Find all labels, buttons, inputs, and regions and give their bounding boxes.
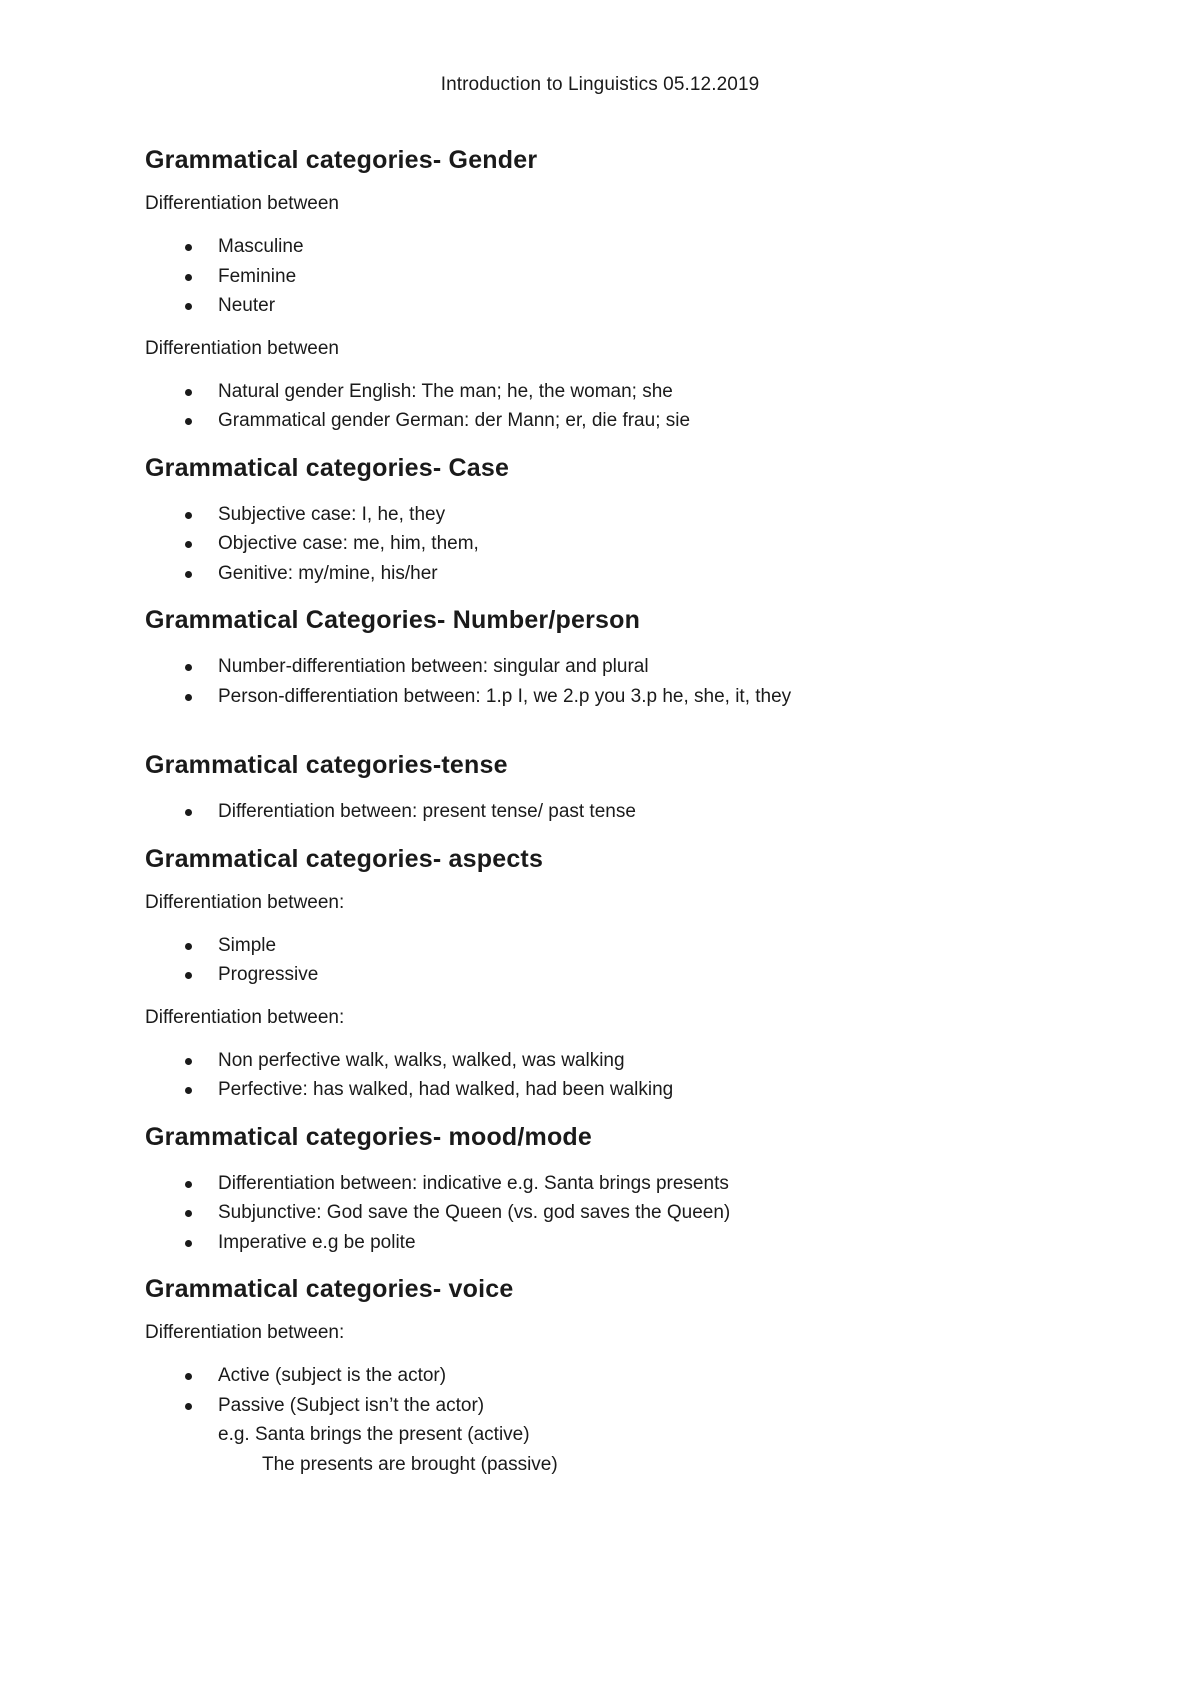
bullet-icon bbox=[185, 664, 192, 671]
bullet-icon bbox=[185, 694, 192, 701]
list-item: Number-differentiation between: singular and plural bbox=[145, 652, 1105, 682]
example-line-1: e.g. Santa brings the present (active) bbox=[218, 1424, 530, 1445]
gender-list-1 bbox=[145, 232, 1105, 321]
section-voice bbox=[145, 1273, 1105, 1479]
bullet-icon bbox=[185, 1087, 192, 1094]
section-title-mood: Grammatical categories- mood/mode bbox=[145, 1122, 593, 1151]
list-item: Grammatical gender German: der Mann; er, die frau; sie bbox=[145, 406, 1105, 436]
page-header: Introduction to Linguistics 05.12.2019 bbox=[440, 74, 760, 95]
section-title-tense: Grammatical categories-tense bbox=[145, 751, 508, 779]
list-item: Progressive bbox=[145, 960, 1105, 990]
section-title-aspects: Grammatical categories- aspects bbox=[145, 844, 544, 873]
gender-label-2: Differentiation between bbox=[145, 337, 339, 359]
blank-line bbox=[145, 727, 1105, 749]
bullet-icon bbox=[185, 809, 192, 816]
list-item: Simple bbox=[145, 931, 1105, 961]
section-tense bbox=[145, 749, 1105, 827]
list-item: Subjective case: I, he, they bbox=[145, 500, 1105, 530]
bullet-icon bbox=[185, 1373, 192, 1380]
bullet-icon bbox=[185, 571, 192, 578]
section-case bbox=[145, 452, 1105, 589]
list-item: Objective case: me, him, them, bbox=[145, 529, 1105, 559]
list-item: Neuter bbox=[145, 291, 1105, 321]
bullet-icon bbox=[185, 1181, 192, 1188]
bullet-icon bbox=[185, 512, 192, 519]
bullet-icon bbox=[185, 1210, 192, 1217]
list-item: Non perfective walk, walks, walked, was walking bbox=[145, 1046, 1105, 1076]
aspects-list-1 bbox=[145, 931, 1105, 990]
bullet-icon bbox=[185, 943, 192, 950]
section-title-case: Grammatical categories- Case bbox=[145, 453, 510, 482]
list-item: Genitive: my/mine, his/her bbox=[145, 559, 1105, 589]
list-item: Passive (Subject isn’t the actor) bbox=[145, 1391, 1105, 1421]
document-body bbox=[145, 144, 1105, 1479]
list-item: Subjunctive: God save the Queen (vs. god saves the Queen) bbox=[145, 1198, 1105, 1228]
tense-list bbox=[145, 797, 1105, 827]
list-item: Perfective: has walked, had walked, had been walking bbox=[145, 1075, 1105, 1105]
list-item: Imperative e.g be polite bbox=[145, 1228, 1105, 1258]
section-title-number-person: Grammatical Categories- Number/person bbox=[145, 606, 641, 634]
number-list bbox=[145, 652, 1105, 711]
list-item: Differentiation between: indicative e.g. Santa brings presents bbox=[145, 1169, 1105, 1199]
aspects-list-2 bbox=[145, 1046, 1105, 1105]
bullet-icon bbox=[185, 418, 192, 425]
bullet-icon bbox=[185, 1058, 192, 1065]
example-line-2: The presents are brought (passive) bbox=[262, 1453, 558, 1475]
gender-label-1: Differentiation between bbox=[145, 193, 339, 214]
list-item: Feminine bbox=[145, 262, 1105, 292]
voice-example bbox=[145, 1420, 1105, 1479]
aspects-label-2: Differentiation between: bbox=[145, 1006, 345, 1028]
bullet-icon bbox=[185, 972, 192, 979]
list-item: Differentiation between: present tense/ past tense bbox=[145, 797, 1105, 827]
aspects-label-1: Differentiation between: bbox=[145, 891, 345, 913]
bullet-icon bbox=[185, 303, 192, 310]
voice-list bbox=[145, 1361, 1105, 1420]
section-title-gender: Grammatical categories- Gender bbox=[145, 146, 538, 174]
bullet-icon bbox=[185, 274, 192, 281]
case-list bbox=[145, 500, 1105, 589]
list-item: Active (subject is the actor) bbox=[145, 1361, 1105, 1391]
voice-label: Differentiation between: bbox=[145, 1322, 345, 1343]
list-item: Masculine bbox=[145, 232, 1105, 262]
gender-list-2 bbox=[145, 377, 1105, 436]
bullet-icon bbox=[185, 1403, 192, 1410]
bullet-icon bbox=[185, 1240, 192, 1247]
section-number-person bbox=[145, 604, 1105, 711]
bullet-icon bbox=[185, 389, 192, 396]
mood-list bbox=[145, 1169, 1105, 1258]
bullet-icon bbox=[185, 244, 192, 251]
bullet-icon bbox=[185, 541, 192, 548]
list-item: Person-differentiation between: 1.p I, we 2.p you 3.p he, she, it, they bbox=[145, 682, 1105, 712]
section-mood bbox=[145, 1121, 1105, 1258]
section-aspects bbox=[145, 843, 1105, 1105]
section-gender bbox=[145, 144, 1105, 436]
list-item: Natural gender English: The man; he, the woman; she bbox=[145, 377, 1105, 407]
section-title-voice: Grammatical categories- voice bbox=[145, 1275, 514, 1303]
